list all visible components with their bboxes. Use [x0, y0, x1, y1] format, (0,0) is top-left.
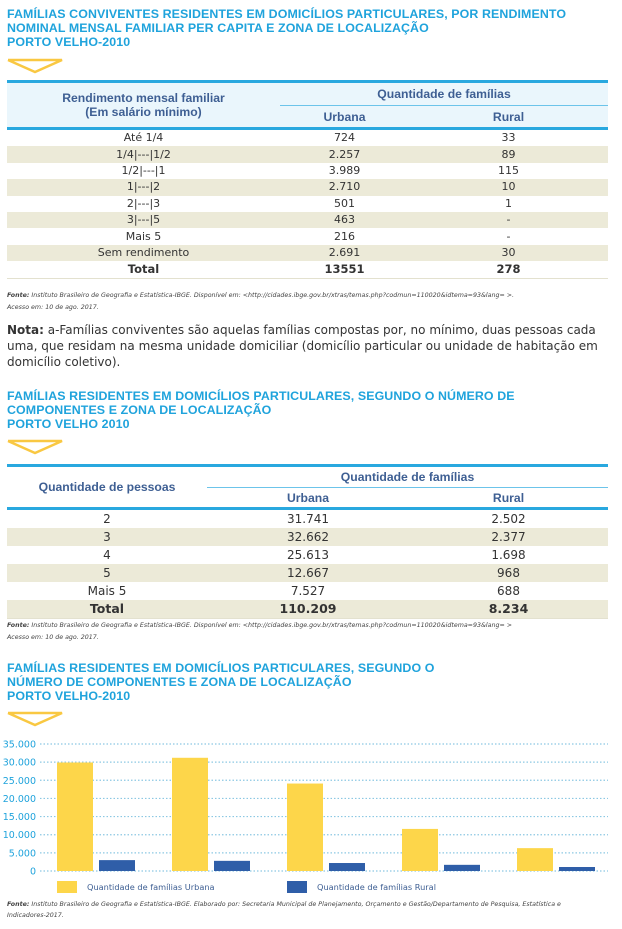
title-line: FAMÍLIAS RESIDENTES EM DOMICÍLIOS PARTICULARES, SEGUNDO O NÚMERO DE — [7, 389, 515, 403]
cell-label: Sem rendimento — [7, 245, 280, 261]
access-date: Acesso em: 10 de ago. 2017. — [7, 304, 99, 311]
section2-title — [7, 389, 515, 431]
section3-title — [7, 661, 434, 703]
note-label: Nota: — [7, 323, 44, 337]
legend-swatch-rural — [287, 881, 307, 893]
cell-urbana: 463 — [280, 212, 409, 228]
row-header-line: (Em salário mínimo) — [85, 105, 202, 119]
table-row — [7, 163, 608, 179]
title-line: NOMINAL MENSAL FAMILIAR PER CAPITA E ZONA DE LOCALIZAÇÃO — [7, 21, 429, 35]
table-row — [7, 509, 608, 529]
cell-rural: 1 — [505, 196, 512, 210]
table-row — [7, 245, 608, 261]
col-header-rural: Rural — [409, 106, 608, 129]
col-header-urbana: Urbana — [280, 106, 409, 129]
table-row — [7, 196, 608, 212]
cell-rural: 968 — [409, 564, 608, 582]
group-header: Quantidade de famílias — [207, 466, 608, 488]
source-text: Instituto Brasileiro de Geografia e Estatística-IBGE. Elaborado por: Secretaria Municipal de Planejamento, Orçamento e Gestão/Departamento de Pesquisa, Estatística e — [29, 901, 561, 908]
legend-swatch-urbana — [57, 881, 77, 893]
total-urbana: 110.209 — [207, 600, 409, 619]
group-header: Quantidade de famílias — [280, 82, 608, 106]
household-size-table — [7, 464, 608, 619]
cell-label: 2 — [103, 512, 111, 526]
source-note — [7, 620, 512, 632]
title-line: PORTO VELHO-2010 — [7, 35, 131, 49]
y-tick-label: 0 — [29, 866, 36, 877]
down-triangle-marker-icon — [7, 711, 63, 727]
bar-urbana-3 — [172, 758, 208, 871]
bar-rural-4 — [329, 863, 365, 871]
cell-label: Mais 5 — [125, 229, 162, 243]
table-row — [7, 546, 608, 564]
bar-chart — [0, 735, 622, 877]
total-label: Total — [7, 600, 207, 619]
y-tick-label: 15.000 — [2, 812, 36, 824]
total-label: Total — [7, 261, 280, 278]
cell-rural: 10 — [409, 179, 608, 195]
cell-rural: 2.502 — [491, 512, 526, 526]
cell-urbana: 2.691 — [280, 245, 409, 261]
cell-label: 1/2|---|1 — [121, 163, 166, 177]
title-line: FAMÍLIAS CONVIVENTES RESIDENTES EM DOMICÍLIOS PARTICULARES, POR RENDIMENTO — [7, 7, 567, 21]
table-row — [7, 129, 608, 147]
cell-rural: 30 — [409, 245, 608, 261]
table-row — [7, 564, 608, 582]
cell-rural: 33 — [501, 131, 516, 145]
y-tick-label: 35.000 — [2, 739, 36, 751]
col-header-rural: Rural — [409, 488, 608, 509]
table-row — [7, 179, 608, 195]
cell-label: 3|---|5 — [7, 212, 280, 228]
bar-rural-2 — [99, 860, 135, 871]
total-row — [7, 261, 608, 278]
row-header: Quantidade de pessoas — [7, 466, 207, 509]
cell-label: 1/4|---|1/2 — [7, 146, 280, 162]
cell-urbana: 2.710 — [280, 179, 409, 195]
cell-rural: 2.377 — [409, 528, 608, 546]
source-text: Instituto Brasileiro de Geografia e Estatística-IBGE. Disponível em: <http://cidades.ibge.gov.br/xtras/temas.php?codmun=110020&idtema=93&lang= > — [29, 622, 513, 629]
cell-urbana: 2.257 — [280, 146, 409, 162]
y-axis-ticks — [3, 740, 36, 878]
cell-urbana: 724 — [334, 131, 355, 145]
note-text: a-Famílias conviventes são aquelas famílias compostas por, no mínimo, duas pessoas cada uma, que residam na mesma unidade domiciliar (domicílio particular ou unidade de habitação em domicílio coletivo). — [7, 323, 598, 369]
title-line: PORTO VELHO 2010 — [7, 417, 130, 431]
cell-urbana: 32.662 — [207, 528, 409, 546]
table-row — [7, 528, 608, 546]
source-label: Fonte: — [7, 292, 30, 299]
bar-rural-mais-5 — [559, 867, 595, 871]
legend-label-rural: Quantidade de famílias Rural — [317, 882, 436, 892]
bars — [57, 758, 595, 871]
title-line: PORTO VELHO-2010 — [7, 689, 131, 703]
table-row — [7, 228, 608, 244]
cell-label: Até 1/4 — [123, 131, 164, 145]
cell-rural: - — [409, 212, 608, 228]
cell-label: Mais 5 — [87, 584, 127, 598]
chart-source-note-line2: Indicadores-2017. — [7, 912, 64, 919]
bar-rural-5 — [444, 865, 480, 871]
cell-rural: 688 — [497, 584, 520, 598]
cell-urbana: 216 — [334, 229, 355, 243]
cell-label: 4 — [103, 548, 111, 562]
y-tick-label: 30.000 — [2, 757, 36, 769]
cell-urbana: 501 — [334, 196, 355, 210]
source-label: Fonte: — [7, 901, 30, 908]
cell-urbana: 25.613 — [287, 548, 329, 562]
section1-title — [7, 7, 566, 49]
table-row — [7, 146, 608, 162]
note-paragraph — [7, 322, 615, 370]
bar-urbana-mais-5 — [517, 848, 553, 871]
y-tick-label: 10.000 — [2, 830, 36, 842]
title-line: COMPONENTES E ZONA DE LOCALIZAÇÃO — [7, 403, 272, 417]
total-rural: 278 — [409, 261, 608, 278]
cell-rural: 1.698 — [491, 548, 526, 562]
y-tick-label: 25.000 — [2, 775, 36, 787]
table-row — [7, 212, 608, 228]
cell-rural: - — [506, 229, 511, 243]
legend-item-urbana — [57, 880, 215, 894]
bar-rural-3 — [214, 861, 250, 871]
title-line: FAMÍLIAS RESIDENTES EM DOMICÍLIOS PARTICULARES, SEGUNDO O — [7, 661, 435, 675]
cell-label: 5 — [7, 564, 207, 582]
row-header-line: Rendimento mensal familiar — [62, 91, 225, 105]
total-rural: 8.234 — [409, 600, 608, 619]
chart-source-note — [7, 899, 561, 911]
cell-urbana: 12.667 — [207, 564, 409, 582]
table-row — [7, 582, 608, 600]
source-label: Fonte: — [7, 622, 30, 629]
col-header-urbana: Urbana — [207, 488, 409, 509]
title-line: NÚMERO DE COMPONENTES E ZONA DE LOCALIZAÇÃO — [7, 675, 352, 689]
cell-urbana: 31.741 — [287, 512, 329, 526]
bar-urbana-4 — [287, 784, 323, 871]
y-tick-label: 5.000 — [8, 848, 36, 860]
bar-urbana-2 — [57, 763, 93, 871]
total-row — [7, 600, 608, 619]
total-urbana: 13551 — [280, 261, 409, 278]
access-date: Acesso em: 10 de ago. 2017. — [7, 634, 99, 641]
down-triangle-marker-icon — [7, 58, 63, 74]
y-tick-label: 20.000 — [2, 793, 36, 805]
down-triangle-marker-icon — [7, 439, 63, 455]
cell-rural: 115 — [498, 163, 519, 177]
row-header — [7, 82, 280, 129]
cell-label: 1|---|2 — [7, 179, 280, 195]
cell-label: 3 — [7, 528, 207, 546]
cell-urbana: 3.989 — [328, 163, 361, 177]
cell-rural: 89 — [409, 146, 608, 162]
source-text: Instituto Brasileiro de Geografia e Estatística-IBGE. Disponível em: <http://cidades.ibge.gov.br/xtras/temas.php?codmun=110020&idtema=93&lang= >. — [29, 292, 515, 299]
cell-label: 2|---|3 — [126, 196, 161, 210]
bar-urbana-5 — [402, 829, 438, 871]
income-table — [7, 80, 608, 279]
legend-item-rural — [287, 880, 436, 894]
source-note — [7, 290, 514, 302]
cell-urbana: 7.527 — [290, 584, 326, 598]
legend-label-urbana: Quantidade de famílias Urbana — [87, 882, 215, 892]
